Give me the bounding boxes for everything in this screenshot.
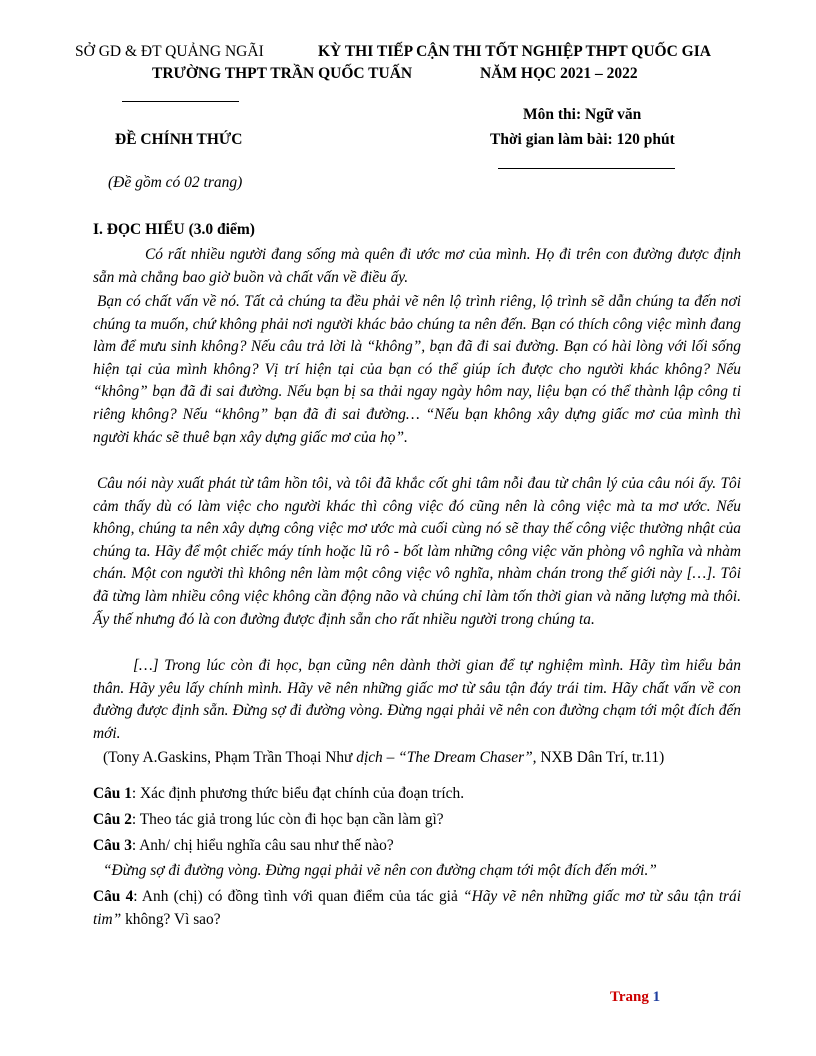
question-4: Câu 4: Anh (chị) có đồng tình với quan điểm của tác giả “Hãy vẽ nên những giấc mơ từ sâu tận trái tim” không? Vì sao? [93, 888, 741, 928]
question-3: Câu 3: Anh/ chị hiểu nghĩa câu sau như thế nào? [93, 837, 394, 854]
passage-paragraph-2: Bạn có chất vấn về nó. Tất cả chúng ta đều phải vẽ nên lộ trình riêng, lộ trình sẽ dẫn chúng ta đến nơi chúng ta muốn, chứ không phải nơi người khác bảo chúng ta nên đến. Bạn có thích công việc mình đang làm để mưu sinh không? Nếu câu trả lời là “không”, bạn đã đi sai đường. Bạn có hài lòng với lối sống hiện tại của mình không? Vị trí hiện tại của bạn có thể giúp ích được cho người khác không? Nếu “không” bạn đã đi sai đường. Nếu bạn bị sa thải ngay ngày hôm nay, liệu bạn có thể thành lập công ti riêng không? Nếu “không” bạn đã đi sai đường… “Nếu bạn không xây dựng giấc mơ của mình thì người khác sẽ thuê bạn xây dựng giấc mơ của họ”. [93, 293, 741, 446]
passage-paragraph-4: […] Trong lúc còn đi học, bạn cũng nên dành thời gian để tự nghiệm mình. Hãy tìm hiểu bản thân. Hãy yêu lấy chính mình. Hãy vẽ nên những giấc mơ từ sâu tận đáy trái tim. Hãy chất vấn về con đường được định sẵn. Đừng sợ đi đường vòng. Đừng ngại phải vẽ nên con đường chạm tới một đích đến mới. [93, 657, 741, 742]
exam-title: KỲ THI TIẾP CẬN THI TỐT NGHIỆP THPT QUỐC GIA [318, 43, 711, 60]
subject-label: Môn thi: Ngữ văn [523, 106, 642, 123]
passage-citation: (Tony A.Gaskins, Phạm Trần Thoại Như dịch – “The Dream Chaser”, NXB Dân Trí, tr.11) [103, 749, 665, 766]
header-right-divider [498, 168, 675, 169]
official-label: ĐỀ CHÍNH THỨC [115, 131, 243, 148]
duration-label: Thời gian làm bài: 120 phút [490, 131, 675, 148]
department-name: SỞ GD & ĐT QUẢNG NGÃI [75, 43, 264, 60]
school-year: NĂM HỌC 2021 – 2022 [480, 65, 638, 82]
passage-paragraph-1: Có rất nhiều người đang sống mà quên đi ước mơ của mình. Họ đi trên con đường được định sẵn mà chẳng bao giờ buồn và chất vấn về điều ấy. [93, 246, 741, 286]
question-3-quote: “Đừng sợ đi đường vòng. Đừng ngại phải vẽ nên con đường chạm tới một đích đến mới.” [103, 862, 657, 879]
section-title: I. ĐỌC HIỂU (3.0 điểm) [93, 221, 255, 238]
school-name: TRƯỜNG THPT TRẦN QUỐC TUẤN [152, 65, 413, 82]
question-2: Câu 2: Theo tác giả trong lúc còn đi học bạn cần làm gì? [93, 811, 444, 828]
pages-note: (Đề gồm có 02 trang) [108, 174, 243, 191]
question-1: Câu 1: Xác định phương thức biểu đạt chính của đoạn trích. [93, 785, 465, 802]
passage-paragraph-3: Câu nói này xuất phát từ tâm hồn tôi, và tôi đã khắc cốt ghi tâm nỗi đau từ chân lý của câu nói ấy. Tôi cảm thấy dù có làm việc cho người khác thì công việc đó cũng nên là công việc mà ta mơ ước. Nếu không, chúng ta nên xây dựng công việc mơ ước mà cuối cùng nó sẽ thay thế công việc thường nhật của chúng ta. Hãy để một chiếc máy tính hoặc lũ rô - bốt làm những công việc văn phòng vô nghĩa và nhàm chán. Một con người thì không nên làm một công việc vô nghĩa, nhàm chán trong thế giới này […]. Tôi đã từng làm nhiều công việc không cần động não và chúng chỉ làm tốn thời gian và năng lượng mà thôi. Ấy thế nhưng đó là con đường được định sẵn cho rất nhiều người trong chúng ta. [93, 475, 741, 628]
page-number: Trang 1 [610, 989, 661, 1005]
header-left-divider [122, 101, 239, 102]
